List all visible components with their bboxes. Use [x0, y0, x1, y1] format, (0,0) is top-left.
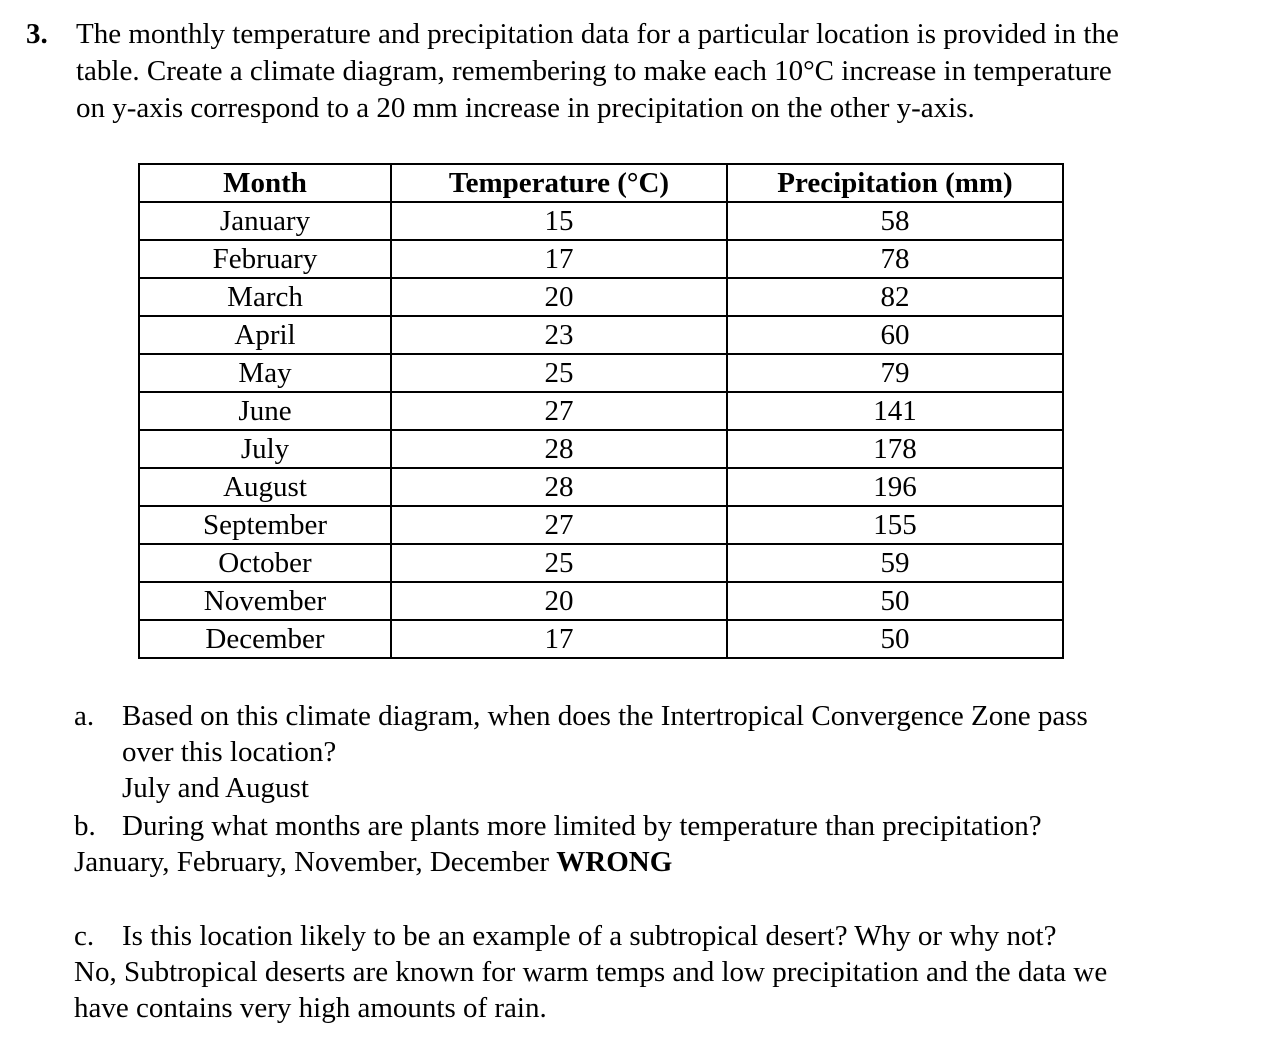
cell-precipitation: 196: [727, 468, 1063, 506]
table-row: [139, 582, 1063, 620]
cell-temperature: 25: [391, 354, 727, 392]
table-row: [139, 316, 1063, 354]
table-row: [139, 354, 1063, 392]
header-precipitation: Precipitation (mm): [727, 164, 1063, 202]
cell-month: February: [139, 240, 391, 278]
question-text: [76, 16, 1246, 127]
part-b-answer-line: [74, 844, 1042, 880]
cell-temperature: 27: [391, 392, 727, 430]
table-row: [139, 202, 1063, 240]
cell-temperature: 17: [391, 620, 727, 658]
table-row: [139, 240, 1063, 278]
cell-precipitation: 78: [727, 240, 1063, 278]
cell-precipitation: 79: [727, 354, 1063, 392]
cell-precipitation: 141: [727, 392, 1063, 430]
header-month: Month: [139, 164, 391, 202]
cell-temperature: 23: [391, 316, 727, 354]
part-b-question: During what months are plants more limited by temperature than precipitation?: [122, 810, 1042, 842]
cell-temperature: 28: [391, 468, 727, 506]
table-row: [139, 506, 1063, 544]
table-body: [139, 202, 1063, 658]
climate-data-table: [138, 163, 1064, 659]
table-row: [139, 544, 1063, 582]
cell-temperature: 27: [391, 506, 727, 544]
part-b-label: b.: [74, 810, 96, 842]
cell-month: May: [139, 354, 391, 392]
header-temperature: Temperature (°C): [391, 164, 727, 202]
cell-precipitation: 155: [727, 506, 1063, 544]
cell-temperature: 25: [391, 544, 727, 582]
cell-month: March: [139, 278, 391, 316]
cell-precipitation: 50: [727, 582, 1063, 620]
cell-precipitation: 178: [727, 430, 1063, 468]
part-c-answer-line-1: No, Subtropical deserts are known for warm temps and low precipitation and the data we: [74, 956, 1108, 988]
table-row: [139, 620, 1063, 658]
part-c-label: c.: [74, 920, 95, 952]
cell-month: June: [139, 392, 391, 430]
question-number: 3.: [26, 18, 48, 50]
cell-month: October: [139, 544, 391, 582]
cell-precipitation: 50: [727, 620, 1063, 658]
cell-month: September: [139, 506, 391, 544]
cell-temperature: 17: [391, 240, 727, 278]
cell-month: January: [139, 202, 391, 240]
part-a-answer: July and August: [122, 772, 309, 804]
table-row: [139, 392, 1063, 430]
cell-precipitation: 59: [727, 544, 1063, 582]
table-row: [139, 468, 1063, 506]
cell-temperature: 28: [391, 430, 727, 468]
table-row: [139, 430, 1063, 468]
question-line-1: The monthly temperature and precipitation data for a particular location is provided in the: [76, 18, 1119, 50]
part-a: [74, 698, 1088, 806]
question-3: [26, 16, 1246, 127]
part-c-answer-line-2: have contains very high amounts of rain.: [74, 992, 547, 1024]
part-b-answer: January, February, November, December: [74, 846, 549, 878]
part-b-mark: WRONG: [556, 846, 673, 878]
part-c-question: Is this location likely to be an example of a subtropical desert? Why or why not?: [122, 920, 1057, 952]
question-line-2: table. Create a climate diagram, remembering to make each 10°C increase in temperature: [76, 55, 1112, 87]
part-a-question-line-1: Based on this climate diagram, when does the Intertropical Convergence Zone pass: [122, 700, 1088, 732]
table-row: [139, 278, 1063, 316]
cell-precipitation: 58: [727, 202, 1063, 240]
part-a-label: a.: [74, 700, 95, 732]
cell-month: December: [139, 620, 391, 658]
cell-temperature: 20: [391, 278, 727, 316]
table-header-row: [139, 164, 1063, 202]
cell-temperature: 20: [391, 582, 727, 620]
part-c: [74, 918, 1107, 1026]
cell-month: July: [139, 430, 391, 468]
cell-precipitation: 82: [727, 278, 1063, 316]
cell-temperature: 15: [391, 202, 727, 240]
cell-month: August: [139, 468, 391, 506]
part-a-question-line-2: over this location?: [122, 736, 337, 768]
question-line-3: on y-axis correspond to a 20 mm increase in precipitation on the other y-axis.: [76, 92, 975, 124]
part-b: [74, 808, 1042, 880]
cell-month: April: [139, 316, 391, 354]
cell-month: November: [139, 582, 391, 620]
cell-precipitation: 60: [727, 316, 1063, 354]
